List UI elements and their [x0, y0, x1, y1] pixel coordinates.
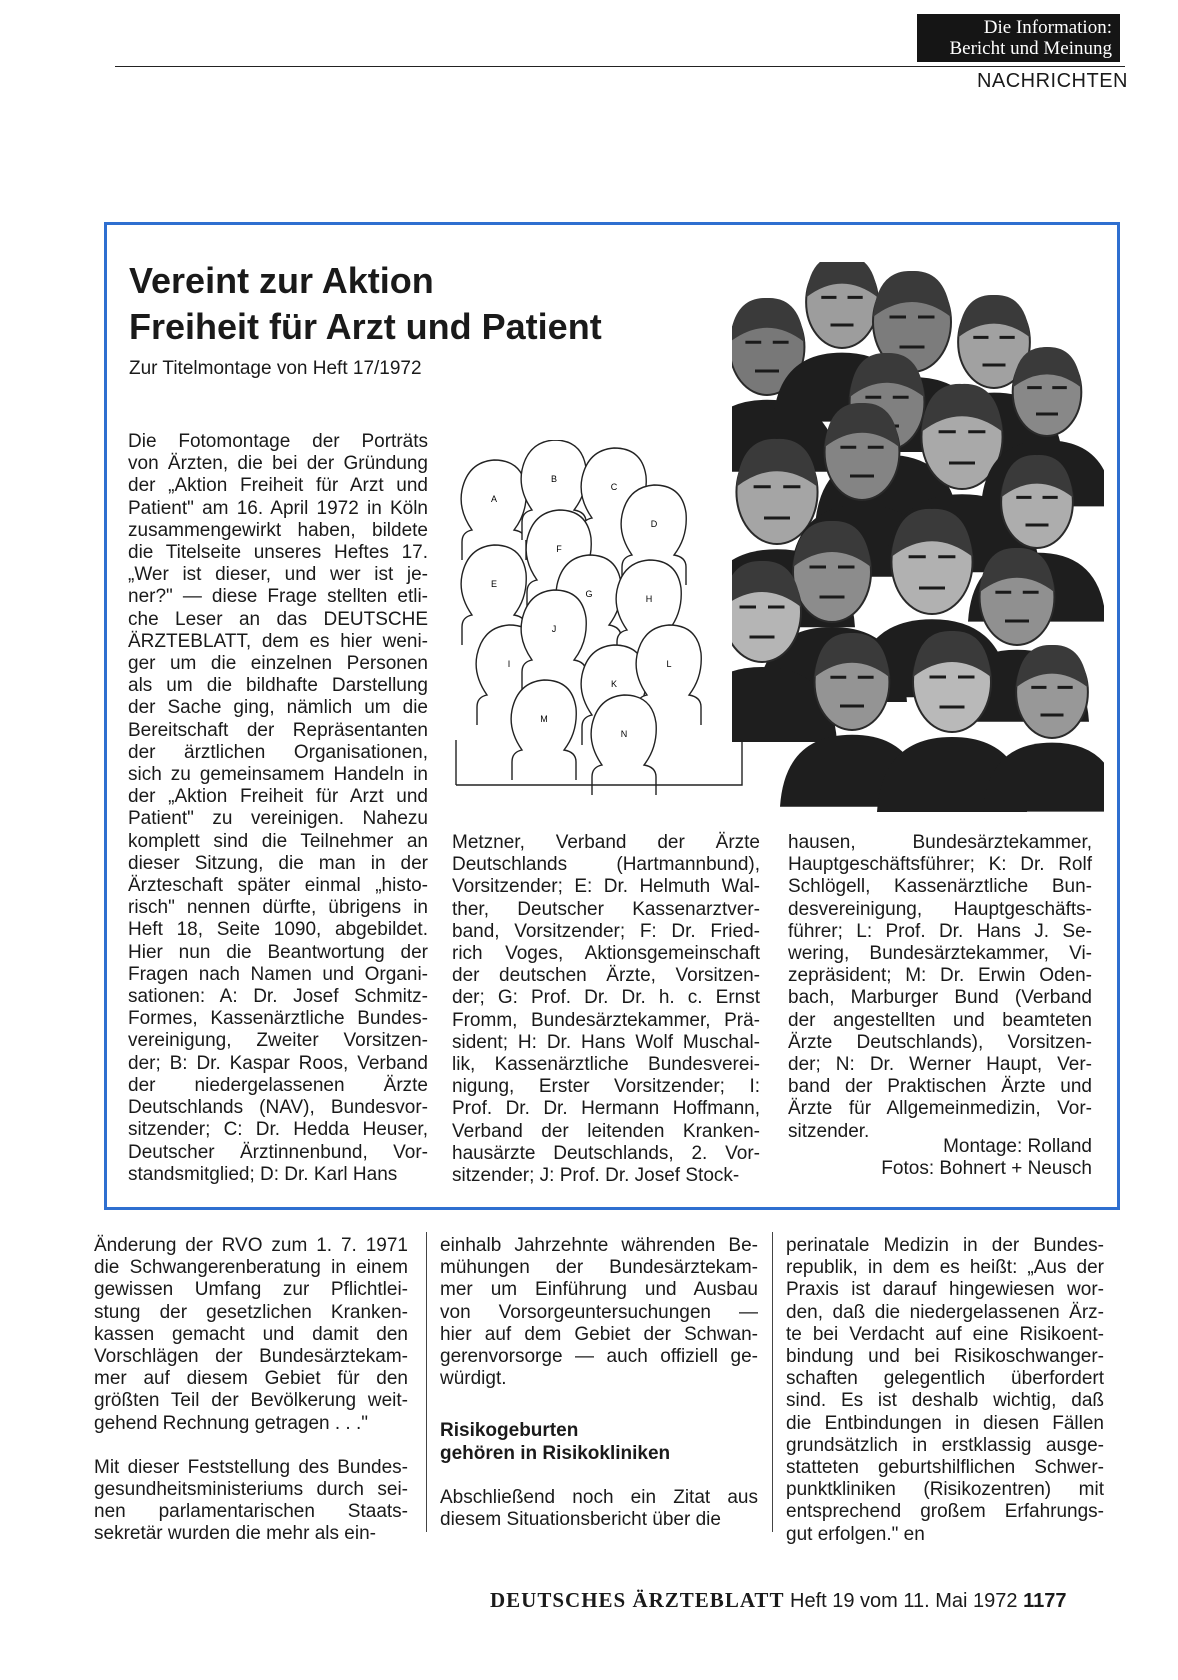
credit-montage: Montage: Rolland — [943, 1136, 1092, 1157]
text-line: Vorsitzender; E: Dr. Helmuth Wal- — [452, 876, 760, 898]
text-line: der; G: Prof. Dr. Dr. h. c. Ernst — [452, 987, 760, 1009]
subheading-line-2: gehören in Risikokliniken — [440, 1442, 671, 1464]
page-footer — [490, 1588, 1067, 1613]
subheading — [440, 1420, 758, 1464]
text-line: band der Praktischen Ärzte und — [788, 1076, 1092, 1098]
text-line: desvereinigung, Hauptgeschäfts- — [788, 898, 1092, 920]
text-line: als um die bildhafte Darstellung — [128, 675, 428, 697]
text-line: der niedergelassenen Ärzte — [128, 1074, 428, 1096]
text-line: risch" nennen dürfte, übrigens in — [128, 897, 428, 919]
text-line: ner?" — diese Frage stellten etli- — [128, 586, 428, 608]
text-line: punktkliniken (Risikozentren) mit — [786, 1479, 1104, 1501]
text-line: zepräsident; M: Dr. Erwin Oden- — [788, 965, 1092, 987]
key-letter: A — [490, 494, 498, 504]
rubric-line-2: Bericht und Meinung — [949, 38, 1112, 59]
text-line: te bei Verdacht auf eine Risikoent- — [786, 1323, 1104, 1345]
issue-info: Heft 19 vom 11. Mai 1972 — [790, 1590, 1018, 1612]
text-line: Formes, Kassenärztliche Bundes- — [128, 1008, 428, 1030]
text-line: Metzner, Verband der Ärzte — [452, 832, 760, 853]
text-line: Prof. Dr. Dr. Hermann Hoffmann, — [452, 1098, 760, 1120]
bottom-column-3 — [786, 1235, 1104, 1546]
text-line: Ärzte für Allgemeinmedizin, Vor- — [788, 1098, 1092, 1120]
text-line: Schlögell, Kassenärztliche Bun- — [788, 876, 1092, 898]
article-column-2 — [452, 832, 760, 1187]
text-line: sitzender; C: Dr. Hedda Heuser, — [128, 1119, 428, 1141]
column-divider — [426, 1232, 427, 1532]
text-line: größten Teil der Bevölkerung weit- — [94, 1390, 408, 1412]
text-line: Heft 18, Seite 1090, abgebildet. — [128, 919, 428, 941]
text-line: Ärzte Deutschlands), Vorsitzen- — [788, 1031, 1092, 1053]
text-line: schaften gelegentlich überfordert — [786, 1368, 1104, 1390]
key-letter: M — [540, 714, 548, 724]
subheading-line-1: Risikogeburten — [440, 1420, 579, 1442]
text-line: vereinigung, Zweiter Vorsitzen- — [128, 1030, 428, 1052]
text-line: Vorschlägen der Bundesärztekam- — [94, 1346, 408, 1368]
text-line: gut erfolgen." en — [786, 1523, 925, 1545]
key-letter: H — [645, 594, 653, 604]
text-line: Patient" zu vereinigen. Nahezu — [128, 808, 428, 830]
text-line: grundsätzlich in erstklassig ausge- — [786, 1434, 1104, 1456]
text-line: der; N: Dr. Werner Haupt, Ver- — [788, 1054, 1092, 1076]
text-line: zusammengewirkt haben, bildete — [128, 519, 428, 541]
text-line: sind. Es ist deshalb wichtig, daß — [786, 1390, 1104, 1412]
text-line: kassen gemacht und damit den — [94, 1323, 408, 1345]
text-line: Fromm, Bundesärztekammer, Prä- — [452, 1009, 760, 1031]
header-rule — [115, 66, 1125, 67]
text-line: sationen: A: Dr. Josef Schmitz- — [128, 986, 428, 1008]
article-subtitle: Zur Titelmontage von Heft 17/1972 — [129, 358, 422, 379]
text-line: nigung, Erster Vorsitzender; I: — [452, 1076, 760, 1098]
text-line: von Vorsorgeuntersuchungen — — [440, 1301, 758, 1323]
text-line: der „Aktion Freiheit für Arzt und — [128, 475, 428, 497]
bottom-paragraph — [786, 1235, 1104, 1546]
title-line-1: Vereint zur Aktion — [129, 260, 434, 301]
text-line: diesem Situationsbericht über die — [440, 1509, 721, 1531]
article-column-1 — [128, 431, 428, 1186]
text-line: gerenvorsorge — auch offiziell ge- — [440, 1346, 758, 1368]
title-line-2: Freiheit für Arzt und Patient — [129, 306, 602, 347]
text-line: gehend Rechnung getragen . . ." — [94, 1412, 369, 1434]
text-line: dieser Sitzung, die man in der — [128, 852, 428, 874]
bottom-column-2 — [440, 1235, 758, 1531]
text-line: ther, Deutscher Kassenarztver- — [452, 898, 760, 920]
text-line: perinatale Medizin in der Bundes- — [786, 1235, 1104, 1256]
text-line: die Entbindungen in diesen Fällen — [786, 1412, 1104, 1434]
text-line: Änderung der RVO zum 1. 7. 1971 — [94, 1235, 408, 1256]
text-line: würdigt. — [440, 1368, 507, 1390]
text-line: der deutschen Ärzte, Vorsitzen- — [452, 965, 760, 987]
text-line: der; B: Dr. Kaspar Roos, Verband — [128, 1052, 428, 1074]
key-letter: F — [556, 544, 562, 554]
key-letter: K — [610, 679, 618, 689]
text-line: der „Aktion Freiheit für Arzt und — [128, 786, 428, 808]
column-divider — [772, 1232, 773, 1532]
text-line: sich zu gemeinsamem Handeln in — [128, 764, 428, 786]
text-line: mer auf diesem Gebiet für den — [94, 1368, 408, 1390]
bottom-column-1 — [94, 1235, 408, 1546]
text-line: hier auf dem Gebiet der Schwan- — [440, 1323, 758, 1345]
key-letter: D — [650, 519, 658, 529]
head-silhouette — [521, 590, 586, 690]
text-line: sekretär wurden die mehr als ein- — [94, 1523, 376, 1545]
text-line: lik, Kassenärztliche Bundesverei- — [452, 1054, 760, 1076]
bottom-paragraph — [440, 1235, 758, 1390]
text-line: der angestellten und beamteten — [788, 1009, 1092, 1031]
text-line: Praxis ist darauf hingewiesen wor- — [786, 1279, 1104, 1301]
text-line: stung der gesetzlichen Kranken- — [94, 1301, 408, 1323]
section-label: NACHRICHTEN — [976, 70, 1128, 92]
text-line: nen parlamentarischen Staats- — [94, 1501, 408, 1523]
text-line: ger um die einzelnen Personen — [128, 653, 428, 675]
text-line: standsmitglied; D: Dr. Karl Hans — [128, 1163, 398, 1185]
rubric-tag — [917, 14, 1120, 62]
key-letter: G — [585, 589, 593, 599]
text-line: Hauptgeschäftsführer; K: Dr. Rolf — [788, 854, 1092, 876]
text-line: „Wer ist dieser, und wer ist je- — [128, 564, 428, 586]
text-line: Deutscher Ärztinnenbund, Vor- — [128, 1141, 428, 1163]
head-silhouette — [591, 695, 656, 795]
text-line: mer um Einführung und Ausbau — [440, 1279, 758, 1301]
text-line: die Schwangerenberatung in einem — [94, 1257, 408, 1279]
text-line: statteten geburtshilflichen Schwer- — [786, 1457, 1104, 1479]
text-line: Deutschlands (NAV), Bundesvor- — [128, 1097, 428, 1119]
text-line: hausärzte Deutschlands, 2. Vor- — [452, 1142, 760, 1164]
head-silhouette — [511, 680, 576, 780]
key-letter: B — [550, 474, 558, 484]
text-line: Ärzteschaft später einmal „histo- — [128, 875, 428, 897]
bottom-paragraph — [94, 1235, 408, 1435]
rubric-line-1: Die Information: — [983, 17, 1112, 38]
key-letter: I — [507, 659, 511, 669]
masthead: DEUTSCHES ÄRZTEBLATT — [490, 1588, 785, 1612]
text-line: sident; H: Dr. Hans Wolf Muschal- — [452, 1031, 760, 1053]
text-line: komplett sind die Teilnehmer an — [128, 830, 428, 852]
text-line: Mit dieser Feststellung des Bundes- — [94, 1456, 408, 1478]
text-line: che Leser an das DEUTSCHE — [128, 608, 428, 630]
key-letter: L — [666, 659, 672, 669]
text-line: führer; L: Prof. Dr. Hans J. Se- — [788, 920, 1092, 942]
text-line: Hier nun die Beantwortung der — [128, 941, 428, 963]
portrait-photo-montage — [732, 262, 1104, 817]
photo-credits — [788, 1136, 1092, 1180]
key-letter: N — [620, 729, 628, 739]
text-line: republik, in dem es heißt: „Aus der — [786, 1257, 1104, 1279]
article-column-3 — [788, 832, 1092, 1143]
article-title — [129, 258, 602, 350]
key-letter: E — [490, 579, 498, 589]
text-line: rich Voges, Aktionsgemeinschaft — [452, 943, 760, 965]
text-line: den, daß die niedergelassenen Ärz- — [786, 1301, 1104, 1323]
bottom-paragraph — [440, 1487, 758, 1531]
text-line: der ärztlichen Organisationen, — [128, 741, 428, 763]
text-line: Deutschlands (Hartmannbund), — [452, 854, 760, 876]
text-line: bach, Marburger Bund (Verband — [788, 987, 1092, 1009]
text-line: Die Fotomontage der Porträts — [128, 431, 428, 452]
text-line: die Titelseite unseres Heftes 17. — [128, 542, 428, 564]
key-letter: C — [610, 482, 618, 492]
text-line: sitzender; J: Prof. Dr. Josef Stock- — [452, 1165, 740, 1187]
text-line: einhalb Jahrzehnte währenden Be- — [440, 1235, 758, 1256]
text-line: entsprechend großem Erfahrungs- — [786, 1501, 1104, 1523]
text-line: gesundheitsministeriums durch sei- — [94, 1479, 408, 1501]
text-line: Verband der leitenden Kranken- — [452, 1120, 760, 1142]
text-line: gewissen Umfang zur Pflichtlei- — [94, 1279, 408, 1301]
text-line: Patient" am 16. April 1972 in Köln — [128, 497, 428, 519]
text-line: wering, Bundesärztekammer, Vi- — [788, 943, 1092, 965]
key-letter: J — [551, 624, 557, 634]
portrait-key-sketch — [452, 440, 748, 795]
text-line: ÄRZTEBLATT, dem es hier weni- — [128, 630, 428, 652]
text-line: sitzender. — [788, 1120, 870, 1142]
text-line: der Sache ging, nämlich um die — [128, 697, 428, 719]
text-line: hausen, Bundesärztekammer, — [788, 832, 1092, 853]
text-line: Fragen nach Namen und Organi- — [128, 963, 428, 985]
text-line: bindung und bei Risikoschwanger- — [786, 1346, 1104, 1368]
text-line: von Ärzten, die bei der Gründung — [128, 453, 428, 475]
text-line: Abschließend noch ein Zitat aus — [440, 1486, 758, 1508]
credit-photos: Fotos: Bohnert + Neusch — [881, 1158, 1092, 1180]
bottom-paragraph — [94, 1457, 408, 1546]
text-line: Bereitschaft der Repräsentanten — [128, 719, 428, 741]
text-line: band, Vorsitzender; F: Dr. Fried- — [452, 920, 760, 942]
page-number: 1177 — [1023, 1590, 1067, 1612]
text-line: mühungen der Bundesärztekam- — [440, 1257, 758, 1279]
